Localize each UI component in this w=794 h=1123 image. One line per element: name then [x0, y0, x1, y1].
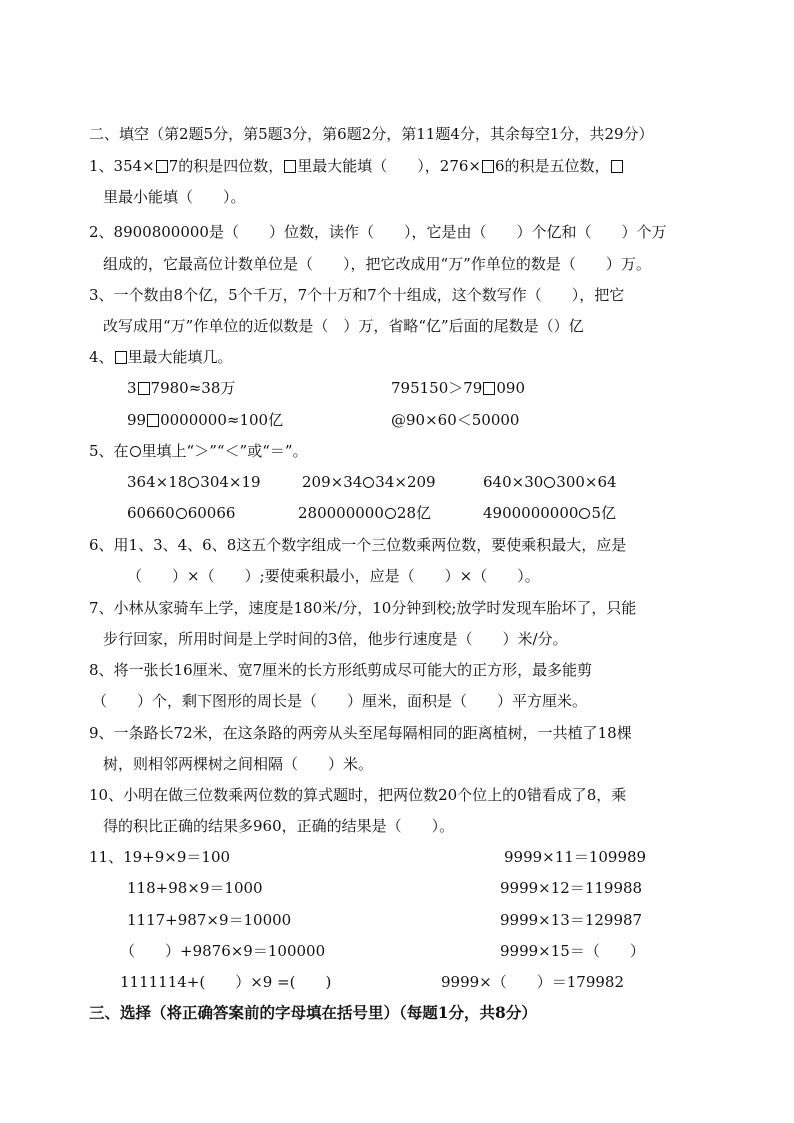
q1-text-b: 7的积是四位数， — [168, 157, 284, 175]
q4-text: 里最大能填几。 — [127, 348, 233, 366]
question-11-right-1: 9999×11＝109989 — [504, 848, 647, 866]
question-1-line-1 — [89, 156, 624, 176]
question-5-item-b — [302, 472, 436, 492]
question-3-line-2: 改写成用“万”作单位的近似数是（ ）万，省略“亿”后面的尾数是（）亿 — [103, 317, 584, 335]
q4a-post: 7980≈38万 — [150, 379, 236, 397]
blank-circle — [579, 508, 590, 519]
question-4-line-1 — [89, 347, 233, 367]
q4c-post: 0000000≈100亿 — [160, 411, 284, 429]
question-5-item-d — [127, 503, 235, 523]
q5-post: 里填上“＞”“＜”或“＝”。 — [141, 442, 308, 460]
question-6-line-1: 6、用1、3、4、6、8这五个数字组成一个三位数乘两位数，要使乘积最大，应是 — [89, 536, 627, 554]
q1-text-c: 里最大能填（ ），276× — [297, 157, 481, 175]
q4a-pre: 3 — [127, 379, 137, 397]
question-10-line-1: 10、小明在做三位数乘两位数的算式题时，把两位数20个位上的0错看成了8，乘 — [89, 786, 627, 804]
blank-square — [138, 382, 150, 395]
question-10-line-2: 得的积比正确的结果多960，正确的结果是（ ）。 — [103, 817, 455, 835]
question-9-line-2: 树，则相邻两棵树之间相隔（ ）米。 — [103, 755, 374, 773]
blank-circle — [176, 508, 187, 519]
question-5-item-f — [483, 503, 616, 523]
section-3-header: 三、选择（将正确答案前的字母填在括号里）（每题1分，共8分） — [89, 1003, 537, 1022]
question-5-item-a — [127, 472, 261, 492]
q5c-post: 300×64 — [556, 473, 617, 491]
blank-square — [156, 160, 168, 173]
question-11-left-3: 1117+987×9＝10000 — [127, 911, 292, 929]
question-11-right-3: 9999×13＝129987 — [500, 911, 643, 929]
section-2-header: 二、填空（第2题5分，第5题3分，第6题2分，第11题4分，其余每空1分，共29分） — [89, 125, 654, 143]
blank-square — [611, 160, 623, 173]
question-2-line-2: 组成的，它最高位计数单位是（ ），把它改成用“万”作单位的数是（ ）万。 — [103, 255, 651, 273]
blank-circle — [363, 477, 374, 488]
question-4-item-a — [127, 378, 235, 398]
q5e-post: 28亿 — [396, 504, 431, 522]
question-11-left-5: 1111114+( ）×9 =( ) — [120, 973, 332, 991]
blank-square — [284, 160, 296, 173]
question-2-line-1: 2、8900800000是（ ）位数，读作（ ），它是由（ ）个亿和（ ）个万 — [89, 223, 667, 241]
q5-pre: 5、在 — [89, 442, 129, 460]
q1-text-d: 6的积是五位数， — [495, 157, 610, 175]
question-6-line-2: （ ）×（ ）;要使乘积最小，应是（ ）×（ ）。 — [127, 567, 540, 585]
q5a-pre: 364×18 — [127, 473, 188, 491]
blank-circle — [130, 446, 141, 457]
question-11-right-5: 9999×（ ）＝179982 — [441, 973, 625, 991]
question-11-left-4: （ ）+9876×9＝100000 — [120, 942, 326, 960]
blank-circle — [188, 477, 199, 488]
q5e-pre: 280000000 — [298, 504, 384, 522]
q5d-pre: 60660 — [127, 504, 175, 522]
blank-square — [483, 382, 495, 395]
blank-square — [482, 160, 494, 173]
q5b-pre: 209×34 — [302, 473, 363, 491]
question-5-item-e — [298, 503, 431, 523]
question-4-item-b — [391, 378, 525, 398]
blank-circle — [385, 508, 396, 519]
question-11-left-2: 118+98×9＝1000 — [127, 879, 263, 897]
question-5-item-c — [483, 472, 617, 492]
q5c-pre: 640×30 — [483, 473, 544, 491]
blank-circle — [544, 477, 555, 488]
question-7-line-2: 步行回家，所用时间是上学时间的3倍，他步行速度是（ ）米/分。 — [103, 630, 568, 648]
question-4-item-c — [127, 410, 283, 430]
blank-square — [147, 414, 159, 427]
q5f-pre: 4900000000 — [483, 504, 579, 522]
q5b-post: 34×209 — [375, 473, 436, 491]
q5a-post: 304×19 — [200, 473, 261, 491]
q4b-post: 090 — [496, 379, 525, 397]
question-8-line-2: （ ）个，剩下图形的周长是（ ）厘米，面积是（ ）平方厘米。 — [92, 692, 588, 710]
q5d-post: 60066 — [187, 504, 236, 522]
blank-square — [115, 351, 127, 364]
question-11-right-2: 9999×12＝119988 — [500, 879, 643, 897]
q4-prefix: 4、 — [89, 348, 114, 366]
question-11-right-4: 9999×15＝（ ） — [500, 942, 645, 960]
question-5-line-1 — [89, 441, 308, 461]
question-1-line-2: 里最小能填（ ）。 — [103, 188, 246, 206]
question-11-left-1: 11、19+9×9＝100 — [89, 848, 231, 866]
question-7-line-1: 7、小林从家骑车上学，速度是180米/分，10分钟到校;放学时发现车胎坏了，只能 — [89, 599, 637, 617]
q4c-pre: 99 — [127, 411, 147, 429]
question-9-line-1: 9、一条路长72米，在这条路的两旁从头至尾每隔相同的距离植树，一共植了18棵 — [89, 724, 632, 742]
q1-text-a: 1、354× — [89, 157, 155, 175]
question-4-item-d: @90×60＜50000 — [391, 411, 520, 429]
question-8-line-1: 8、将一张长16厘米、宽7厘米的长方形纸剪成尽可能大的正方形，最多能剪 — [89, 661, 593, 679]
q5f-post: 5亿 — [591, 504, 616, 522]
question-3-line-1: 3、一个数由8个亿，5个千万，7个十万和7个十组成，这个数写作（ ），把它 — [89, 286, 625, 304]
q4b-pre: 795150＞79 — [391, 379, 483, 397]
